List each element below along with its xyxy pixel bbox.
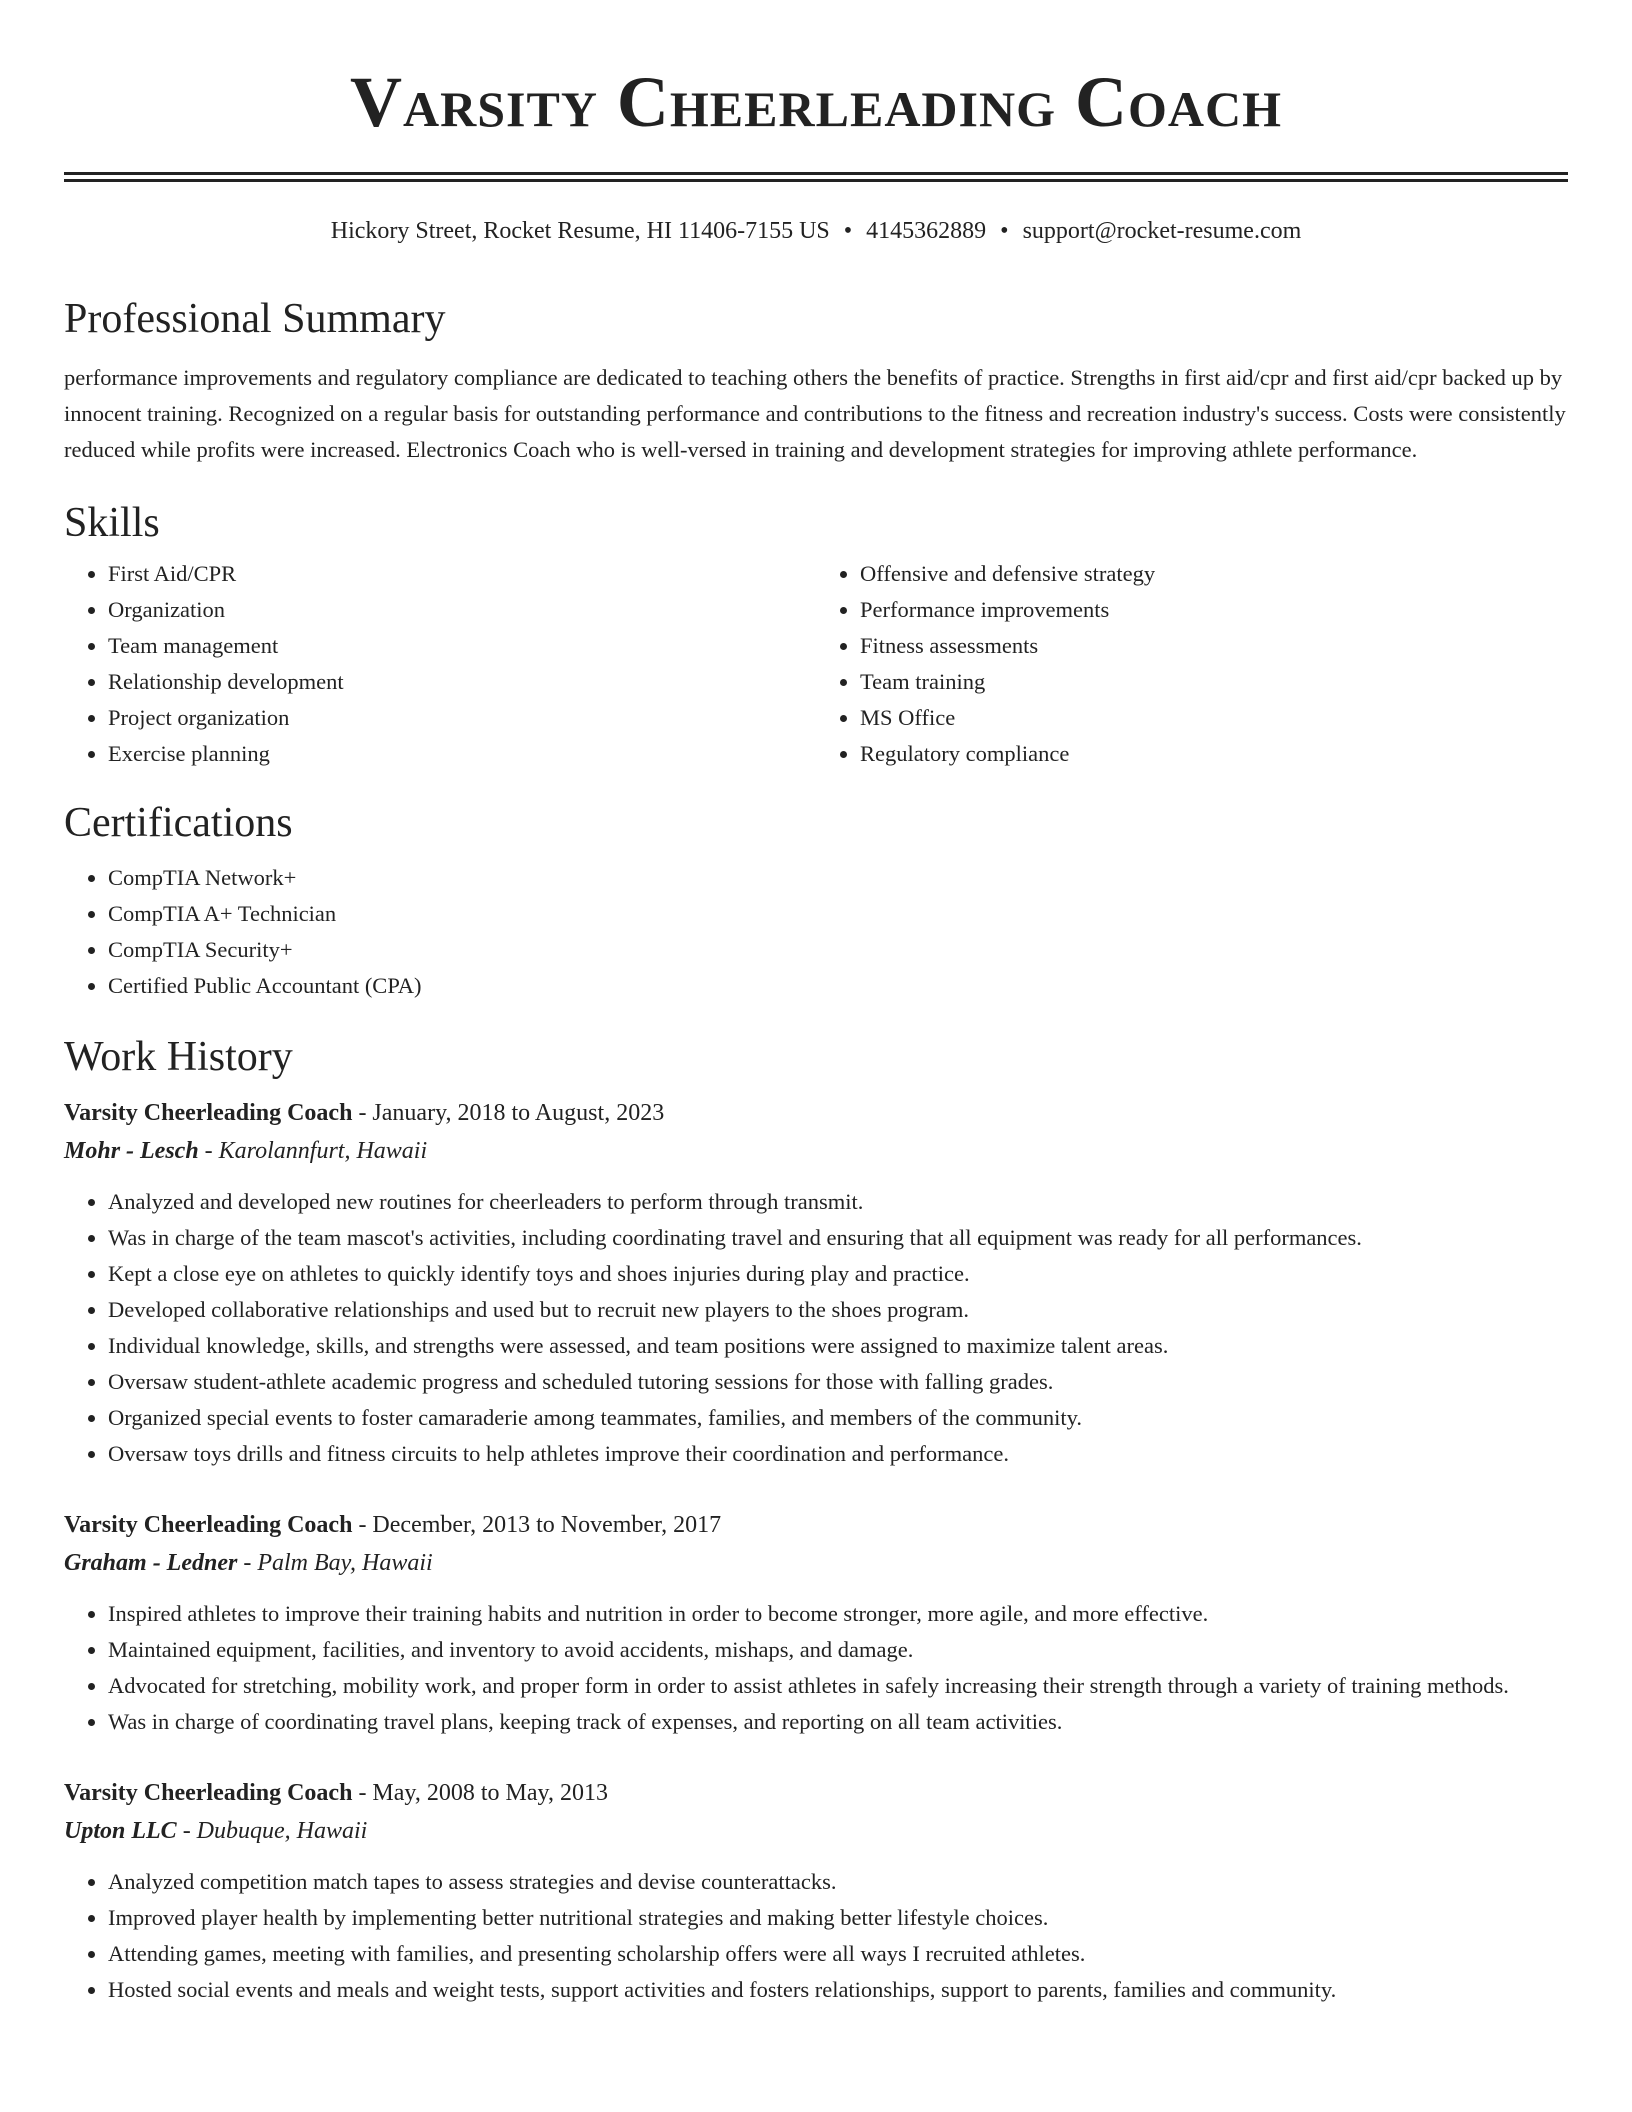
job-dates: - May, 2008 to May, 2013 bbox=[352, 1780, 608, 1806]
job-bullet: • Inspired athletes to improve their training habits and nutrition in order to become stronger, more agile, and more effective. bbox=[108, 1596, 1568, 1632]
job-title-line bbox=[64, 1774, 1568, 1812]
job-dates: - December, 2013 to November, 2017 bbox=[352, 1512, 722, 1538]
job-company-line bbox=[64, 1812, 1568, 1850]
skill-item: • Fitness assessments bbox=[860, 628, 1568, 664]
job-bullet: • Was in charge of the team mascot's activities, including coordinating travel and ensuring that all equipment was ready for all performances. bbox=[108, 1220, 1568, 1256]
job-title: Varsity Cheerleading Coach bbox=[64, 1100, 353, 1126]
job-entry bbox=[64, 1506, 1568, 1740]
skill-item: • Exercise planning bbox=[108, 736, 816, 772]
contact-phone: 4145362889 bbox=[866, 218, 987, 244]
job-dates: - January, 2018 to August, 2023 bbox=[352, 1100, 665, 1126]
contact-separator: • bbox=[843, 218, 853, 244]
job-bullet: • Was in charge of coordinating travel plans, keeping track of expenses, and reporting on all team activities. bbox=[108, 1704, 1568, 1740]
skills-heading: Skills bbox=[64, 500, 160, 546]
job-bullet: • Oversaw toys drills and fitness circuits to help athletes improve their coordination and performance. bbox=[108, 1436, 1568, 1472]
skill-item: • MS Office bbox=[860, 700, 1568, 736]
job-company: Mohr - Lesch bbox=[64, 1138, 199, 1164]
resume-page bbox=[64, 0, 1568, 2008]
skills-list-right bbox=[816, 556, 1568, 772]
job-title: Varsity Cheerleading Coach bbox=[64, 1512, 353, 1538]
skill-item: • Organization bbox=[108, 592, 816, 628]
skill-item: • Team training bbox=[860, 664, 1568, 700]
job-company: Upton LLC bbox=[64, 1818, 177, 1844]
job-bullet: • Developed collaborative relationships and used but to recruit new players to the shoes program. bbox=[108, 1292, 1568, 1328]
job-location: - Dubuque, Hawaii bbox=[176, 1818, 368, 1844]
job-bullet: • Analyzed competition match tapes to assess strategies and devise counterattacks. bbox=[108, 1864, 1568, 1900]
certifications-list bbox=[64, 860, 1568, 1004]
job-title: Varsity Cheerleading Coach bbox=[64, 1780, 353, 1806]
job-entry bbox=[64, 1094, 1568, 1472]
job-bullets bbox=[64, 1596, 1568, 1740]
job-bullet: • Advocated for stretching, mobility work, and proper form in order to assist athletes in safely increasing their strength through a variety of training methods. bbox=[108, 1668, 1568, 1704]
skill-item: • Project organization bbox=[108, 700, 816, 736]
skill-item: • Team management bbox=[108, 628, 816, 664]
job-bullets bbox=[64, 1864, 1568, 2008]
contact-address: Hickory Street, Rocket Resume, HI 11406-7155 US bbox=[330, 218, 830, 244]
certification-item: • CompTIA Security+ bbox=[108, 932, 1568, 968]
job-company-line bbox=[64, 1544, 1568, 1582]
job-bullet: • Kept a close eye on athletes to quickly identify toys and shoes injuries during play and practice. bbox=[108, 1256, 1568, 1292]
skill-item: • First Aid/CPR bbox=[108, 556, 816, 592]
job-location: - Karolannfurt, Hawaii bbox=[198, 1138, 428, 1164]
resume-title: Varsity Cheerleading Coach bbox=[349, 62, 1282, 142]
skill-item: • Regulatory compliance bbox=[860, 736, 1568, 772]
skill-item: • Performance improvements bbox=[860, 592, 1568, 628]
job-bullet: • Oversaw student-athlete academic progress and scheduled tutoring sessions for those with falling grades. bbox=[108, 1364, 1568, 1400]
certification-item: • CompTIA Network+ bbox=[108, 860, 1568, 896]
summary-heading: Professional Summary bbox=[64, 296, 446, 342]
contact-separator: • bbox=[1000, 218, 1009, 244]
job-bullets bbox=[64, 1184, 1568, 1472]
job-bullet: • Analyzed and developed new routines for cheerleaders to perform through transmit. bbox=[108, 1184, 1568, 1220]
summary-text: performance improvements and regulatory compliance are dedicated to teaching others the benefits of practice. Strengths in first aid/cpr and first aid/cpr backed up by innocent training. Recognized on a regular basis for outstanding performance and contributions to the fitness and recreation industry's success. Costs were consistently reduced while profits were increased. Electronics Coach who is well-versed in training and development strategies for improving athlete performance. bbox=[64, 365, 1566, 462]
work-history-heading: Work History bbox=[64, 1034, 293, 1080]
job-bullet: • Maintained equipment, facilities, and inventory to avoid accidents, mishaps, and damage. bbox=[108, 1632, 1568, 1668]
job-bullet: • Attending games, meeting with families, and presenting scholarship offers were all ways I recruited athletes. bbox=[108, 1936, 1568, 1972]
job-location: - Palm Bay, Hawaii bbox=[237, 1550, 433, 1576]
certification-item: • CompTIA A+ Technician bbox=[108, 896, 1568, 932]
skill-item: • Offensive and defensive strategy bbox=[860, 556, 1568, 592]
contact-line bbox=[64, 216, 1568, 246]
certifications-heading: Certifications bbox=[64, 800, 293, 846]
job-company-line bbox=[64, 1132, 1568, 1170]
job-bullet: • Individual knowledge, skills, and strengths were assessed, and team positions were assigned to maximize talent areas. bbox=[108, 1328, 1568, 1364]
contact-email: support@rocket-resume.com bbox=[1022, 218, 1302, 244]
job-bullet: • Hosted social events and meals and weight tests, support activities and fosters relationships, support to parents, families and community. bbox=[108, 1972, 1568, 2008]
job-title-line bbox=[64, 1506, 1568, 1544]
job-company: Graham - Ledner bbox=[64, 1550, 238, 1576]
skills-grid bbox=[64, 556, 1568, 772]
job-title-line bbox=[64, 1094, 1568, 1132]
skills-list-left bbox=[64, 556, 816, 772]
header-divider bbox=[64, 172, 1568, 182]
certification-item: • Certified Public Accountant (CPA) bbox=[108, 968, 1568, 1004]
job-entry bbox=[64, 1774, 1568, 2008]
job-bullet: • Improved player health by implementing better nutritional strategies and making better lifestyle choices. bbox=[108, 1900, 1568, 1936]
job-bullet: • Organized special events to foster camaraderie among teammates, families, and members of the community. bbox=[108, 1400, 1568, 1436]
skill-item: • Relationship development bbox=[108, 664, 816, 700]
